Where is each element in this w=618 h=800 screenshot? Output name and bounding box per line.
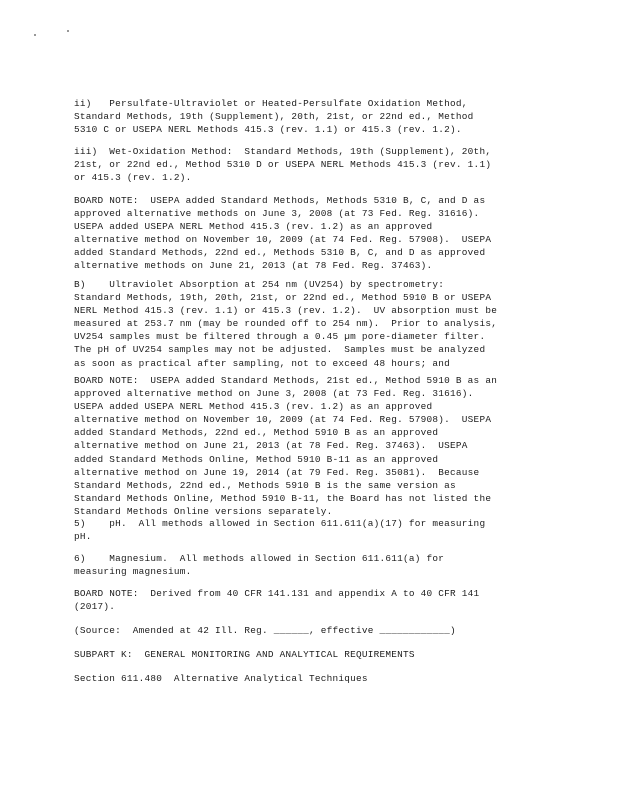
- text-line: iii) Wet-Oxidation Method: Standard Methods, 19th (Supplement), 20th,: [74, 146, 492, 157]
- text-line: 5) pH. All methods allowed in Section 611.611(a)(17) for measuring: [74, 518, 486, 529]
- text-line: measuring magnesium.: [74, 566, 192, 578]
- board-note-3: [74, 587, 544, 613]
- text-line: added Standard Methods Online, Method 5910 B-11 as an approved: [74, 453, 439, 465]
- text-line: BOARD NOTE: Derived from 40 CFR 141.131 and appendix A to 40 CFR 141: [74, 588, 480, 599]
- text-line: 5310 C or USEPA NERL Methods 415.3 (rev. 1.1) or 415.3 (rev. 1.2).: [74, 124, 462, 136]
- paragraph-ii: [74, 97, 544, 136]
- text-line: B) Ultraviolet Absorption at 254 nm (UV254) by spectrometry:: [74, 279, 445, 290]
- paragraph-iii: [74, 145, 544, 184]
- text-line: NERL Method 415.3 (rev. 1.1) or 415.3 (rev. 1.2). UV absorption must be: [74, 305, 498, 317]
- text-line: approved alternative method on June 3, 2008 (at 73 Fed. Reg. 31616).: [74, 388, 474, 400]
- text-line: added Standard Methods, 22nd ed., Method 5910 B as an approved: [74, 427, 439, 439]
- text-line: alternative methods on June 21, 2013 (at 78 Fed. Reg. 37463).: [74, 260, 433, 272]
- text-line: USEPA added USEPA NERL Method 415.3 (rev. 1.2) as an approved: [74, 401, 433, 413]
- text-line: 6) Magnesium. All methods allowed in Section 611.611(a) for: [74, 553, 445, 564]
- text-line: The pH of UV254 samples may not be adjusted. Samples must be analyzed: [74, 344, 486, 356]
- text-line: Standard Methods, 22nd ed., Methods 5910 B is the same version as: [74, 479, 456, 491]
- text-line: BOARD NOTE: USEPA added Standard Methods, Methods 5310 B, C, and D as: [74, 195, 486, 206]
- subpart-heading: [74, 648, 544, 661]
- text-line: Section 611.480 Alternative Analytical Techniques: [74, 673, 368, 684]
- paragraph-b: [74, 278, 544, 370]
- text-line: Standard Methods Online versions separately.: [74, 505, 333, 517]
- text-line: USEPA added USEPA NERL Method 415.3 (rev. 1.2) as an approved: [74, 221, 433, 233]
- text-line: Standard Methods Online, Method 5910 B-11, the Board has not listed the: [74, 492, 492, 504]
- text-line: or 415.3 (rev. 1.2).: [74, 172, 192, 184]
- text-line: alternative method on June 21, 2013 (at 78 Fed. Reg. 37463). USEPA: [74, 440, 468, 452]
- source-note: [74, 624, 544, 637]
- text-line: approved alternative methods on June 3, 2008 (at 73 Fed. Reg. 31616).: [74, 208, 480, 220]
- text-line: (2017).: [74, 601, 116, 613]
- text-line: (Source: Amended at 42 Ill. Reg. ______, effective ____________): [74, 625, 456, 636]
- text-line: Standard Methods, 19th, 20th, 21st, or 22nd ed., Method 5910 B or USEPA: [74, 292, 492, 304]
- paragraph-5: [74, 517, 544, 543]
- text-line: pH.: [74, 531, 92, 543]
- text-line: measured at 253.7 nm (may be rounded off to 254 nm). Prior to analysis,: [74, 318, 498, 330]
- text-line: UV254 samples must be filtered through a 0.45 µm pore-diameter filter.: [74, 331, 486, 343]
- text-line: alternative method on November 10, 2009 (at 74 Fed. Reg. 57908). USEPA: [74, 234, 492, 246]
- text-line: 21st, or 22nd ed., Method 5310 D or USEPA NERL Methods 415.3 (rev. 1.1): [74, 159, 492, 171]
- text-line: SUBPART K: GENERAL MONITORING AND ANALYTICAL REQUIREMENTS: [74, 649, 415, 660]
- text-line: as soon as practical after sampling, not to exceed 48 hours; and: [74, 357, 451, 369]
- text-line: added Standard Methods, 22nd ed., Methods 5310 B, C, and D as approved: [74, 247, 486, 259]
- text-line: ii) Persulfate-Ultraviolet or Heated-Persulfate Oxidation Method,: [74, 98, 468, 109]
- text-line: BOARD NOTE: USEPA added Standard Methods, 21st ed., Method 5910 B as an: [74, 375, 498, 386]
- text-line: alternative method on November 10, 2009 (at 74 Fed. Reg. 57908). USEPA: [74, 414, 492, 426]
- scan-specks: [34, 30, 74, 38]
- text-line: alternative method on June 19, 2014 (at 79 Fed. Reg. 35081). Because: [74, 466, 480, 478]
- text-line: Standard Methods, 19th (Supplement), 20th, 21st, or 22nd ed., Method: [74, 111, 474, 123]
- board-note-1: [74, 194, 544, 273]
- section-heading: [74, 672, 544, 685]
- board-note-2: [74, 374, 544, 518]
- paragraph-6: [74, 552, 544, 578]
